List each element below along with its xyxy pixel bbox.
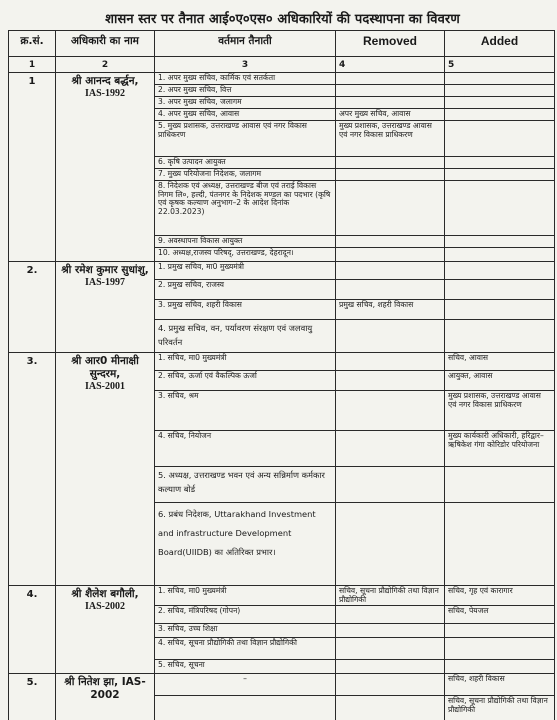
added-item [445, 121, 554, 157]
posting-item: 2. प्रमुख सचिव, राजस्व [155, 280, 335, 300]
removed-cell [336, 73, 445, 262]
removed-item [336, 248, 444, 261]
removed-item [336, 638, 444, 660]
col-number: 2 [56, 57, 155, 73]
posting-item: 10. अध्यक्ष,राजस्व परिषद्, उत्तराखण्ड, देहरादून। [158, 248, 294, 257]
added-item: सचिव, आवास [445, 353, 554, 371]
removed-item [336, 391, 444, 431]
removed-cell [336, 674, 445, 720]
current-posting-cell [155, 353, 336, 586]
officer-name-cell [56, 73, 155, 262]
posting-item: 4. अपर मुख्य सचिव, आवास [155, 109, 335, 121]
header-added: Added [445, 31, 555, 57]
removed-item: मुख्य प्रशासक, उत्तराखण्ड आवास एवं नगर विकास प्राधिकरण [336, 121, 444, 157]
officer-name: श्री आर0 मीनाक्षी सुन्दरम, [71, 355, 139, 381]
removed-item [336, 467, 444, 503]
posting-item: 5. अध्यक्ष, उत्तराखण्ड भवन एवं अन्य सन्निर्माण कर्मकार कल्याण बोर्ड [155, 467, 335, 503]
added-item [445, 280, 554, 300]
officer-row [9, 73, 555, 262]
officer-name-cell [56, 262, 155, 353]
removed-item [336, 624, 444, 638]
added-item [445, 157, 554, 169]
officer-sno: 4. [9, 586, 56, 674]
removed-item [336, 73, 444, 85]
officer-sno: 1 [9, 73, 56, 262]
col-number: 4 [336, 57, 445, 73]
posting-item: 6. कृषि उत्पादन आयुक्त [155, 157, 335, 169]
added-item [445, 624, 554, 638]
officer-batch: IAS-2002 [84, 601, 125, 613]
added-item [445, 320, 554, 352]
added-item [445, 236, 554, 248]
added-item [445, 169, 554, 181]
removed-item [336, 181, 444, 236]
posting-item [155, 696, 335, 720]
added-item [445, 262, 554, 280]
posting-item: 3. सचिव, उच्च शिक्षा [155, 624, 335, 638]
posting-item: 2. सचिव, मंत्रिपरिषद (गोपन) [155, 606, 335, 624]
removed-item: प्रमुख सचिव, शहरी विकास [336, 300, 444, 320]
removed-item [336, 85, 444, 97]
officer-name: श्री आनन्द बर्द्धन, [71, 75, 139, 87]
officer-name-cell [56, 586, 155, 674]
removed-item [336, 157, 444, 169]
added-cell [445, 73, 555, 262]
added-cell [445, 586, 555, 674]
removed-item [336, 97, 444, 109]
added-item [445, 109, 554, 121]
posting-item: 3. सचिव, श्रम [155, 391, 335, 431]
removed-item [336, 353, 444, 371]
current-posting-cell [155, 586, 336, 674]
added-item [445, 97, 554, 109]
officer-row [9, 586, 555, 674]
current-posting-cell [155, 262, 336, 353]
column-number-row [9, 57, 555, 73]
added-item: मुख्य प्रशासक, उत्तराखण्ड आवास एवं नगर विकास प्राधिकरण [445, 391, 554, 431]
posting-item: 1. अपर मुख्य सचिव, कार्मिक एवं सतर्कता [155, 73, 335, 85]
header-removed: Removed [336, 31, 445, 57]
posting-item: 3. प्रमुख सचिव, शहरी विकास [155, 300, 335, 320]
posting-item: – [155, 674, 335, 696]
removed-item [336, 660, 444, 673]
added-item [445, 660, 554, 673]
added-cell [445, 353, 555, 586]
added-cell [445, 262, 555, 353]
officer-batch: IAS-1992 [84, 88, 125, 100]
posting-item: 3. अपर मुख्य सचिव, जलागम [155, 97, 335, 109]
added-item [445, 248, 554, 261]
posting-item: 4. प्रमुख सचिव, वन, पर्यावरण संरक्षण एवं जलवायु परिवर्तन [158, 323, 313, 348]
officer-name: श्री रमेश कुमार सुधांशु, [61, 264, 149, 276]
officer-sno: 2. [9, 262, 56, 353]
removed-item [336, 320, 444, 352]
officer-name: श्री नितेश झा, IAS-2002 [64, 676, 146, 702]
header-row [9, 31, 555, 57]
col-number: 3 [155, 57, 336, 73]
added-cell [445, 674, 555, 720]
removed-item: अपर मुख्य सचिव, आवास [336, 109, 444, 121]
officer-batch: IAS-1997 [84, 277, 125, 289]
posting-item: 4. सचिव, सूचना प्रौद्योगिकी तथा विज्ञान प्रौद्योगिकी [155, 638, 335, 660]
posting-item: 1. सचिव, मा0 मुख्यमंत्री [155, 353, 335, 371]
officer-row [9, 353, 555, 586]
added-item [445, 300, 554, 320]
postings-table [8, 30, 555, 720]
added-item: सचिव, गृह एवं कारागार [445, 586, 554, 606]
current-posting-cell [155, 73, 336, 262]
added-item [445, 503, 554, 585]
removed-item [336, 236, 444, 248]
added-item [445, 638, 554, 660]
current-posting-cell [155, 674, 336, 720]
removed-item [336, 280, 444, 300]
posting-item: 1. प्रमुख सचिव, मा0 मुख्यमंत्री [155, 262, 335, 280]
posting-item: 2. अपर मुख्य सचिव, वित्त [155, 85, 335, 97]
col-number: 5 [445, 57, 555, 73]
removed-cell [336, 262, 445, 353]
removed-cell [336, 586, 445, 674]
officer-sno: 3. [9, 353, 56, 586]
removed-item [336, 431, 444, 467]
posting-item: 6. प्रबंध निदेशक, Uttarakhand Investment and infrastructure Development Board(UIIDB) का अतिरिक्त प्रभार। [158, 509, 316, 558]
added-item: सचिव, सूचना प्रौद्योगिकी तथा विज्ञान प्रौद्योगिकी [448, 696, 548, 714]
removed-item [336, 169, 444, 181]
added-item [445, 181, 554, 236]
header-current-posting: वर्तमान तैनाती [155, 31, 336, 57]
removed-item [336, 606, 444, 624]
officer-batch: IAS-2001 [84, 381, 125, 393]
posting-item: 8. निदेशक एवं अध्यक्ष, उत्तराखण्ड बीज एवं तराई विकास निगम लि०, हल्दी, पंतनगर के निदेशक मण्डल का पदभार (कृषि एवं कृषक कल्याण अनुभाग–2 के आदेश दिनांक 22.03.2023) [155, 181, 335, 236]
added-item: सचिव, शहरी विकास [445, 674, 554, 696]
col-number: 1 [9, 57, 56, 73]
posting-item: 7. मुख्य परियोजना निदेशक, जलागम [155, 169, 335, 181]
header-sno: क्र.सं. [9, 31, 56, 57]
posting-item: 5. सचिव, सूचना [158, 660, 205, 669]
added-item: मुख्य कार्यकारी अधिकारी, हरिद्वार–ऋषिकेश गंगा कोरिडोर परियोजना [445, 431, 554, 467]
removed-item [336, 674, 444, 696]
removed-item: सचिव, सूचना प्रौद्योगिकी तथा विज्ञान प्रौद्योगिकी [336, 586, 444, 606]
posting-item: 2. सचिव, ऊर्जा एवं वैकल्पिक ऊर्जा [155, 371, 335, 391]
posting-item: 9. अवस्थापना विकास आयुक्त [155, 236, 335, 248]
header-officer-name: अधिकारी का नाम [56, 31, 155, 57]
added-item [445, 467, 554, 503]
officer-name-cell [56, 353, 155, 586]
removed-cell [336, 353, 445, 586]
officer-name: श्री शैलेश बगौली, [71, 588, 139, 600]
posting-item: 4. सचिव, नियोजन [155, 431, 335, 467]
removed-item [336, 371, 444, 391]
added-item: सचिव, पेयजल [445, 606, 554, 624]
officer-name-cell [56, 674, 155, 720]
officer-row [9, 674, 555, 720]
document-title: शासन स्तर पर तैनात आई०ए०एस० अधिकारियों की पदस्थापना का विवरण [105, 12, 460, 27]
added-item [445, 73, 554, 85]
posting-item: 5. मुख्य प्रशासक, उत्तराखण्ड आवास एवं नगर विकास प्राधिकरण [155, 121, 335, 157]
officer-row [9, 262, 555, 353]
posting-item: 1. सचिव, मा0 मुख्यमंत्री [155, 586, 335, 606]
added-item: आयुक्त, आवास [445, 371, 554, 391]
removed-item [336, 696, 444, 720]
officer-sno: 5. [9, 674, 56, 720]
added-item [445, 85, 554, 97]
removed-item [336, 503, 444, 585]
removed-item [336, 262, 444, 280]
